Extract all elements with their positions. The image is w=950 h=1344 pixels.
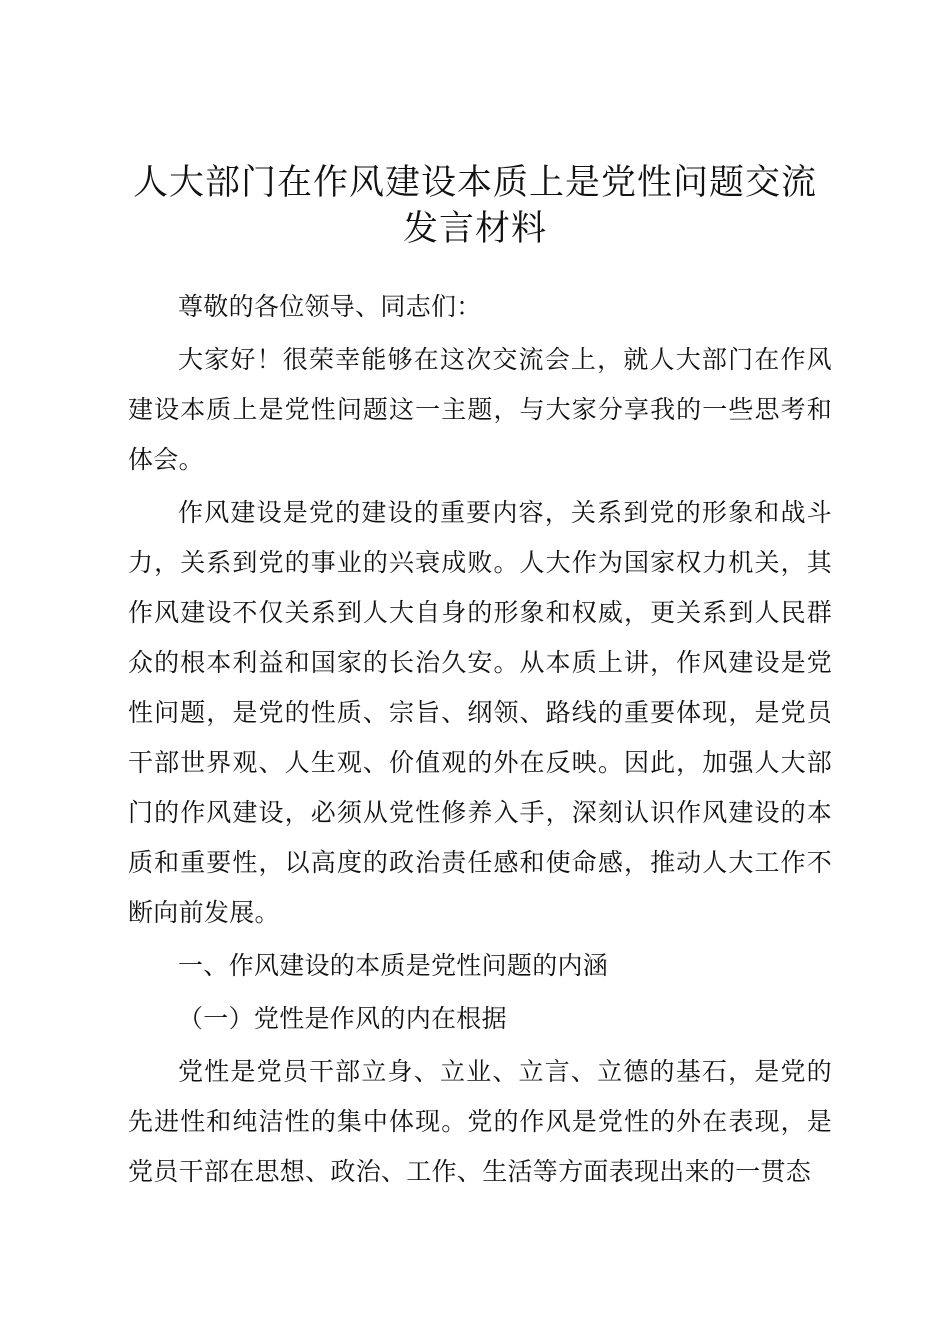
- section-heading-1: 一、作风建设的本质是党性问题的内涵: [178, 951, 609, 980]
- body-paragraph: 党性是党员干部立身、立业、立言、立德的基石，是党的先进性和纯洁性的集中体现。党的作风是党性的外在表现，是党员干部在思想、政治、工作、生活等方面表现出来的一贯态: [128, 1057, 832, 1186]
- salutation-paragraph: 尊敬的各位领导、同志们：: [178, 292, 482, 321]
- document-title: 人大部门在作风建设本质上是党性问题交流发言材料: [132, 163, 817, 249]
- intro-paragraph: 作风建设是党的建设的重要内容，关系到党的形象和战斗力，关系到党的事业的兴衰成败。人大作为国家权力机关，其作风建设不仅关系到人大自身的形象和权威，更关系到人民群众的根本利益和国家的长治久安。从本质上讲，作风建设是党性问题，是党的性质、宗旨、纲领、路线的重要体现，是党员干部世界观、人生观、价值观的外在反映。因此，加强人大部门的作风建设，必须从党性修养入手，深刻认识作风建设的本质和重要性，以高度的政治责任感和使命感，推动人大工作不断向前发展。: [128, 498, 832, 927]
- subsection-heading-1: （一）党性是作风的内在根据: [178, 1004, 507, 1033]
- document-body: [128, 282, 832, 1200]
- greeting-paragraph: 大家好！很荣幸能够在这次交流会上，就人大部门在作风建设本质上是党性问题这一主题，与大家分享我的一些思考和体会。: [128, 345, 832, 474]
